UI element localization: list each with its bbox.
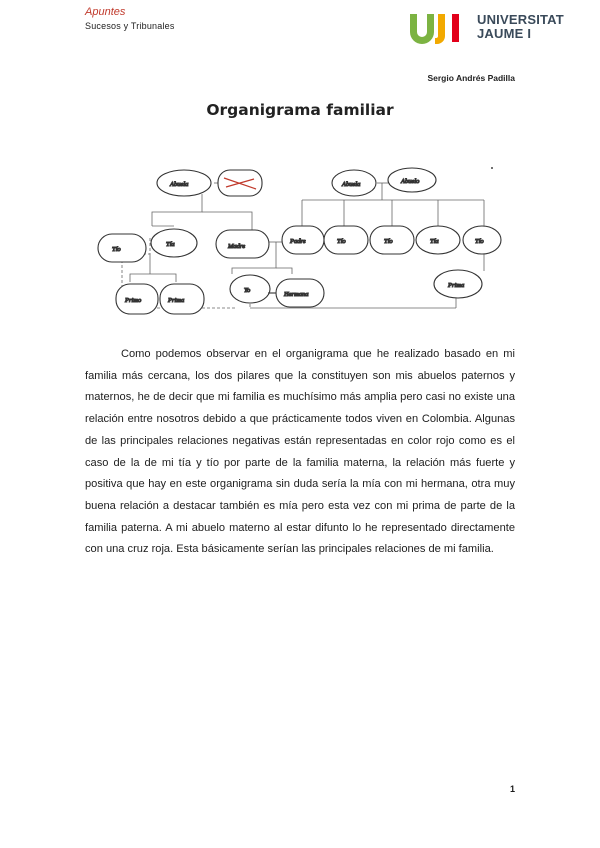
node-label: Tío <box>337 238 346 245</box>
body-paragraph: Como podemos observar en el organigrama que he realizado basado en mi familia más cercana, los dos pilares que la constituyen son mis abuelos paternos y maternos, he de decir que mi familia es muchísimo más amplia pero casi no existe una relación entre nosotros debido a que prácticamente todos viven en Colombia. Algunas de las principales relaciones negativas están representadas en color rojo como es el caso de la de mi tía y tío por parte de la familia materna, la relación más fuerte y positiva que hay en este organigrama sin duda sería la mía con mi hermana, otra muy buena relación a destacar también es mía pero esta vez con mi prima de parte de la familia paterna. A mi abuelo materno al estar difunto lo he representado directamente con una cruz roja. Esta básicamente serían las principales relaciones de mi familia. <box>85 348 515 556</box>
node-label: Primo <box>125 297 142 304</box>
node-yo <box>230 275 270 303</box>
node-hermana <box>276 279 324 307</box>
node-label: Tío <box>475 238 484 245</box>
logo-text-line2: JAUME I <box>477 25 532 41</box>
node-prima <box>160 284 204 314</box>
page-number: 1 <box>509 784 515 794</box>
node-label: Hermana <box>284 291 309 298</box>
node-label: Prima <box>168 297 185 304</box>
university-logo <box>408 12 578 44</box>
logo-text <box>477 13 564 40</box>
node-abuela-materna <box>157 170 211 196</box>
node-label: Madre <box>228 243 246 250</box>
category-label: Apuntes <box>85 6 126 18</box>
node-tio-paterno-3 <box>463 226 501 254</box>
node-abuela-paterna <box>332 170 376 196</box>
uji-logo-mark <box>408 12 470 44</box>
node-label: Abuela <box>342 181 361 188</box>
node-padre <box>282 226 324 254</box>
node-tio-paterno-1 <box>324 226 368 254</box>
node-label: Yo <box>244 287 251 294</box>
logo-text-line1: UNIVERSITAT <box>477 12 564 27</box>
node-tio-materno <box>98 234 146 262</box>
node-abuelo-materno <box>218 170 262 196</box>
node-primo <box>116 284 158 314</box>
body-text <box>85 344 515 561</box>
node-label: Tía <box>430 238 439 245</box>
node-abuelo-paterno <box>388 168 436 192</box>
node-label: Tía <box>166 241 175 248</box>
family-tree-diagram <box>92 156 504 326</box>
node-label: Tío <box>384 238 393 245</box>
node-label: Abuela <box>170 181 189 188</box>
page-title: Organigrama familiar <box>206 101 394 119</box>
node-prima-paterna <box>434 270 482 298</box>
node-tio-paterno-2 <box>370 226 414 254</box>
node-label: Abuelo <box>401 178 420 185</box>
author-name: Sergio Andrés Padilla <box>427 73 515 83</box>
node-tia-materna <box>151 229 197 257</box>
subject-label: Sucesos y Tribunales <box>85 21 175 31</box>
node-label: Tío <box>112 246 121 253</box>
node-tia-paterna <box>416 226 460 254</box>
node-label: Padre <box>290 238 306 245</box>
ink-dot <box>491 167 493 169</box>
node-label: Prima <box>448 282 465 289</box>
node-madre <box>216 230 269 258</box>
